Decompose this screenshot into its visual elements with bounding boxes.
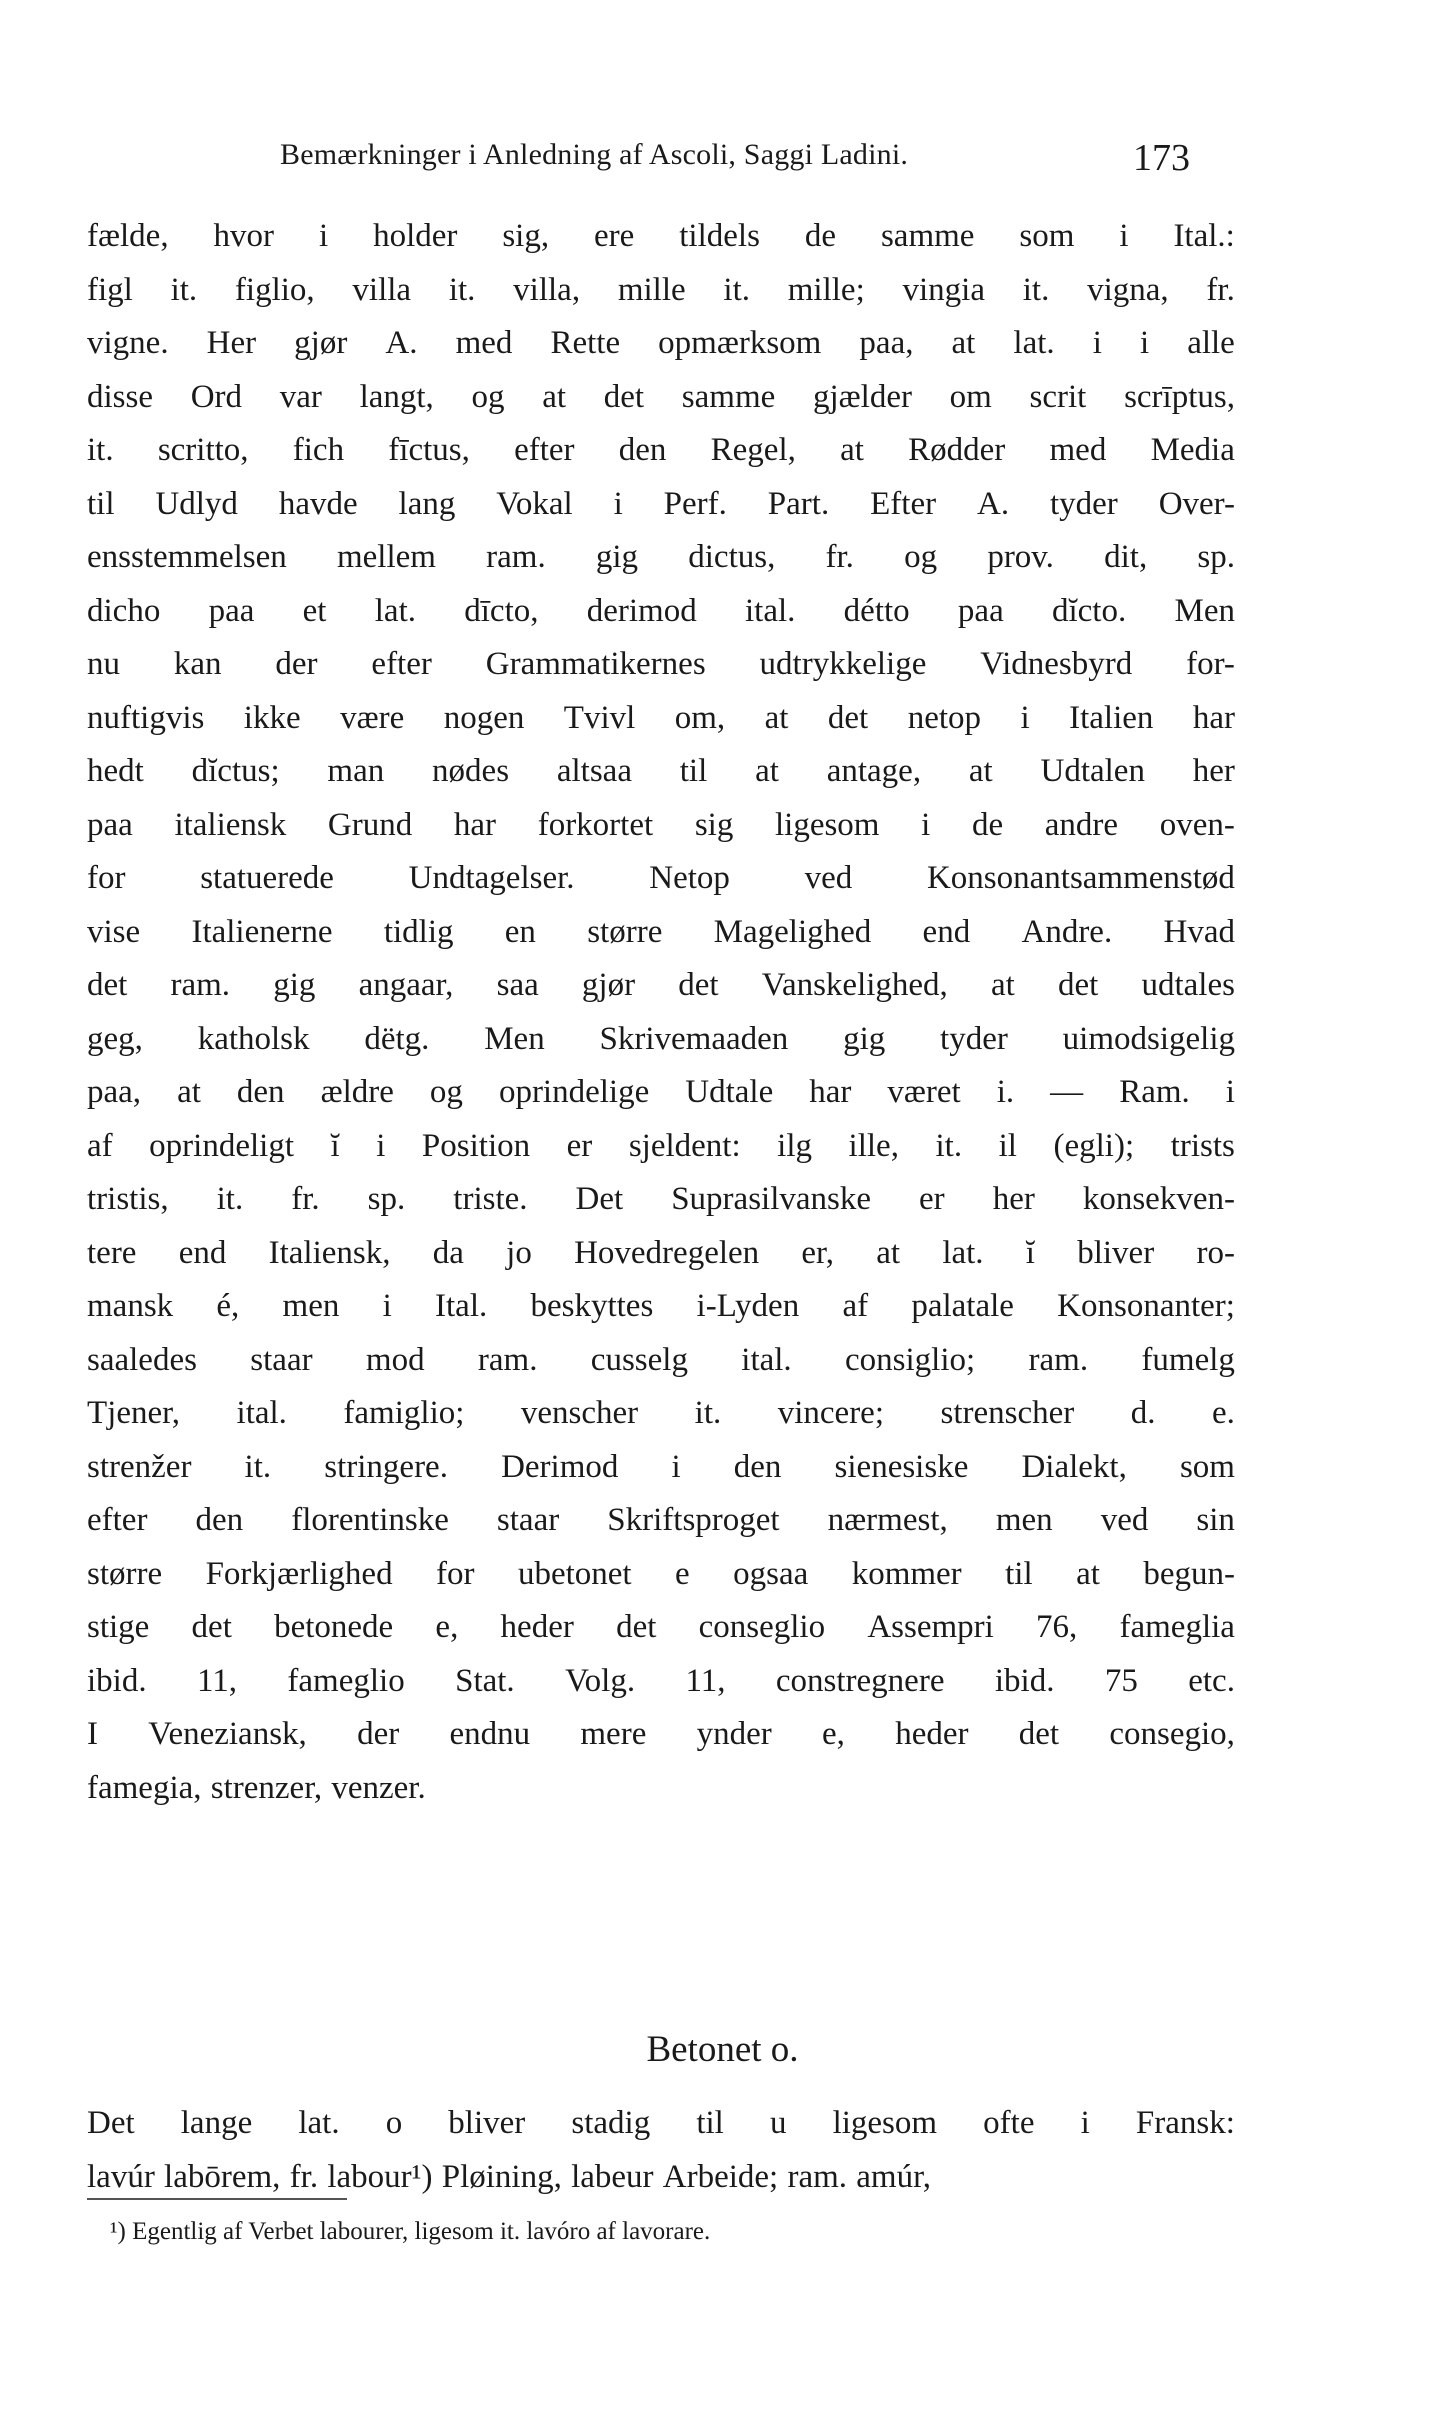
- text-line: nu kan der efter Grammatikernes udtrykkelige Vidnesbyrd for-: [87, 646, 1235, 682]
- text-line: hedt dĭctus; man nødes altsaa til at antage, at Udtalen her: [87, 753, 1235, 789]
- running-title: Bemærkninger i Anledning af Ascoli, Saggi Ladini.: [280, 138, 909, 171]
- footnote: ¹) Egentlig af Verbet labourer, ligesom it. lavóro af lavorare.: [110, 2218, 711, 2245]
- text-line: I Veneziansk, der endnu mere ynder e, heder det consegio,: [87, 1716, 1235, 1752]
- text-line: fælde, hvor i holder sig, ere tildels de samme som i Ital.:: [87, 218, 1235, 254]
- text-line: af oprindeligt ĭ i Position er sjeldent: ilg ille, it. il (egli); trists: [87, 1127, 1235, 1164]
- text-line: disse Ord var langt, og at det samme gjælder om scrit scrīptus,: [87, 378, 1235, 415]
- text-line: lavúr labōrem, fr. labour¹) Pløining, labeur Arbeide; ram. amúr,: [87, 2158, 931, 2195]
- text-line: mansk é, men i Ital. beskyttes i-Lyden af palatale Konsonanter;: [87, 1288, 1235, 1324]
- text-line: efter den florentinske staar Skriftsproget nærmest, men ved sin: [87, 1502, 1235, 1538]
- text-line: for statuerede Undtagelser. Netop ved Konsonantsammenstød: [87, 860, 1235, 896]
- text-line: paa, at den ældre og oprindelige Udtale har været i. — Ram. i: [87, 1074, 1235, 1110]
- text-line: figl it. figlio, villa it. villa, mille it. mille; vingia it. vigna, fr.: [87, 271, 1235, 308]
- text-line: stige det betonede e, heder det conseglio Assempri 76, fameglia: [87, 1609, 1235, 1645]
- section-heading: Betonet o.: [646, 2029, 799, 2070]
- text-line: vise Italienerne tidlig en større Magelighed end Andre. Hvad: [87, 913, 1235, 950]
- text-line: til Udlyd havde lang Vokal i Perf. Part. Efter A. tyder Over-: [87, 485, 1235, 522]
- text-line: paa italiensk Grund har forkortet sig ligesom i de andre oven-: [87, 806, 1235, 843]
- text-line: Tjener, ital. famiglio; venscher it. vincere; strenscher d. e.: [87, 1395, 1235, 1431]
- text-line: Det lange lat. o bliver stadig til u ligesom ofte i Fransk:: [87, 2105, 1235, 2141]
- page-number: 173: [1133, 137, 1190, 179]
- page-header: [280, 138, 1190, 188]
- text-line: ensstemmelsen mellem ram. gig dictus, fr. og prov. dit, sp.: [87, 539, 1235, 575]
- text-line: tere end Italiensk, da jo Hovedregelen er, at lat. ĭ bliver ro-: [87, 1234, 1235, 1271]
- text-line: dicho paa et lat. dīcto, derimod ital. détto paa dĭcto. Men: [87, 592, 1235, 629]
- text-line: it. scritto, fich fīctus, efter den Regel, at Rødder med Media: [87, 432, 1235, 468]
- text-line: vigne. Her gjør A. med Rette opmærksom paa, at lat. i i alle: [87, 325, 1235, 361]
- text-line: det ram. gig angaar, saa gjør det Vanskelighed, at det udtales: [87, 967, 1235, 1003]
- text-line: strenžer it. stringere. Derimod i den sienesiske Dialekt, som: [87, 1448, 1235, 1485]
- text-line: større Forkjærlighed for ubetonet e ogsaa kommer til at begun-: [87, 1555, 1235, 1592]
- main-text: [87, 210, 1235, 1815]
- section-text: [87, 2096, 1235, 2203]
- text-line: famegia, strenzer, venzer.: [87, 1769, 426, 1806]
- text-line: tristis, it. fr. sp. triste. Det Suprasilvanske er her konsekven-: [87, 1181, 1235, 1217]
- text-line: nuftigvis ikke være nogen Tvivl om, at det netop i Italien har: [87, 699, 1235, 736]
- footnote-rule: [87, 2198, 347, 2200]
- text-line: ibid. 11, fameglio Stat. Volg. 11, constregnere ibid. 75 etc.: [87, 1662, 1235, 1699]
- text-line: geg, katholsk dëtg. Men Skrivemaaden gig tyder uimodsigelig: [87, 1020, 1235, 1057]
- text-line: saaledes staar mod ram. cusselg ital. consiglio; ram. fumelg: [87, 1341, 1235, 1378]
